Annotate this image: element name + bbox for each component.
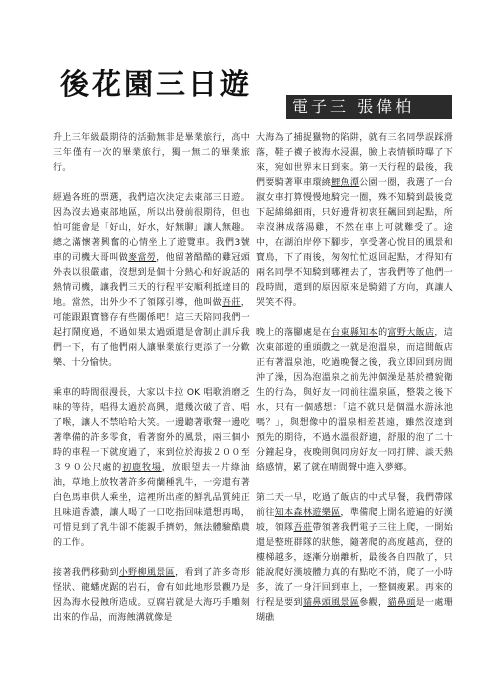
underlined-place-name: 小野柳風景區 — [118, 568, 176, 578]
body-paragraph — [256, 491, 453, 626]
body-text: ，看到了許多奇形怪狀、龍蟠虎踞的岩石，會有如此地形景觀乃是因為海水侵蝕所造成。豆腐岩就是大海巧手雕刻出來的作品，而海蝕溝就像是 — [53, 568, 251, 623]
underlined-place-name: 麥當勞 — [128, 253, 157, 263]
body-text: 的 — [378, 328, 388, 338]
body-text: ，準備爬上開名遊遍的好漢坡，領隊 — [256, 508, 453, 533]
underlined-place-name: 鯉魚潭 — [331, 178, 360, 188]
body-paragraph — [256, 326, 453, 476]
body-paragraph — [53, 566, 250, 626]
body-text: 接著我們移動到 — [53, 568, 119, 578]
body-text: ，他留著酷酷的雞冠頭外表以很嚴肅，沒想到是個十分熱心和好說話的熱情司機，讓我們三天的行程平安順利抵達目的地。當然，出外少不了領隊引導，他叫做 — [53, 253, 250, 308]
underlined-place-name: 知本森林遊樂區 — [274, 508, 341, 518]
underlined-place-name: 初鹿牧場 — [122, 463, 162, 473]
body-text: 公園一圈，我選了一台淑女車打算慢慢地騎完一圈，殊不知騎到最後竟下起綿綿細雨，只好邊背初衷狂飆回到起點，所幸沒淋成落湯雞，不然在車上可就難受了。途中，在湖泊岸停下腳步，享受著心悅目的風景和寶鳥，下了雨後，匆匆忙忙返回起點，才得知有兩名同學不知騎到哪裡去了，害我們等了他們一段時間，還到的原因原來是騎錯了方向，真讓人哭笑不得。 — [256, 178, 453, 308]
underlined-place-name: 台東縣知本 — [331, 328, 379, 338]
body-text: 帶領著我們電子三往上爬，一開始還是整班群隊的狀態，隨著爬的高度越高，登的樓梯越多，逐漸分崩離析，最後各自四散了，只能說爬好漢坡體力真的有點吃不消，爬了一小時多，流了一身汗回到車上，一整個痠累。再來的行程是要到 — [256, 523, 453, 608]
underlined-place-name: 富野大飯店 — [387, 328, 435, 338]
underlined-place-name: 吾莊 — [293, 523, 313, 533]
body-paragraph — [53, 191, 250, 371]
body-paragraph — [256, 131, 453, 311]
article-title: 後花園三日遊 — [60, 67, 253, 101]
underlined-place-name: 貓鼻頭風景區 — [302, 598, 360, 608]
body-text: 是一處珊瑚礁 — [256, 598, 453, 623]
body-text: 晚上的落腳處是在 — [256, 328, 332, 338]
right-column — [256, 131, 453, 626]
body-text: ，可能跟跟寶簪存有些關係吧！這三天陪同我們一起打鬧度過，不過如果太過頭還是會制止訓斥我們一下，有了他們兩人讓畢業旅行更添了一分歡樂、十分愉快。 — [53, 298, 250, 368]
body-text: 乘車的時間很漫長，大家以卡拉 OK 唱歌消磨乏味的等待，唱得太過於高興，還幾次破了音、唱了喉，讓人不禁哈哈大笑。一邊聽著歌聲一邊吃著準備的許多零食，看著窗外的風景，兩三個小時的車程一下就度過了，來到位於海拔２００至３９０公尺處的 — [53, 388, 250, 473]
article-byline: 電子三 張偉柏 — [286, 95, 452, 119]
left-column — [53, 131, 250, 626]
body-paragraph — [53, 131, 250, 176]
body-text: 參觀， — [359, 598, 388, 608]
body-paragraph — [53, 386, 250, 551]
underlined-place-name: 吾莊 — [222, 298, 241, 308]
body-text: ，放眼望去一片綠油油，草地上放牧著許多荷蘭種乳牛，一旁還有著白色馬車供人乘坐，這裡所出產的鮮乳品質純正且味道香濃，讓人喝了一口吃指回味還想再喝，可惜見到了乳牛卻不能親手擠奶，無法體驗酷農的工作。 — [53, 463, 250, 548]
underlined-place-name: 貓鼻頭 — [387, 598, 416, 608]
body-text: 第二天一早，吃過了飯店的中式早餐，我們帶隊前往 — [256, 493, 453, 518]
body-text: ，這次東部遊的重頭戲之一就是泡溫泉，而這間飯店正有著溫泉池，吃過晚餐之後，我立即回到房間沖了澡，因為泡溫泉之前先沖個澡是基於禮貌衛生的行為，與好友一同前往溫泉區，整裝之後下水，只有一個感想：「這不就只是個溫水游泳池嗎？」，與想像中的溫泉相差甚遠，雖然沒達到預先的期待，不過水溫很舒適，舒服的泡了二十分鐘起身，夜晚則與同房好友一同打牌、談天熱絡感情，累了就在晴間聲中進入夢鄉。 — [256, 328, 453, 473]
body-text: 經過各班的票選，我們這次決定去東部三日遊。因為沒去過東部地區，所以出發前很期待，但也怕可能會是「好山，好水，好無聊」讓人無趣。總之滿懷著興奮的心情坐上了遊覽車。我們3號車的司機大哥叫做 — [53, 193, 250, 263]
body-text: 大海為了捕捉獵物的陷阱，就有三名同學誤踩滑落，鞋子襪子被海水浸濕，臉上表情頓時曝了下來，宛如世界末日到來。第一天行程的最後，我們要騎著單車環繞 — [256, 133, 453, 188]
body-text: 升上三年級最期待的活動無非是畢業旅行，高中三年僅有一次的畢業旅行，獨一無二的畢業旅行。 — [53, 133, 250, 173]
